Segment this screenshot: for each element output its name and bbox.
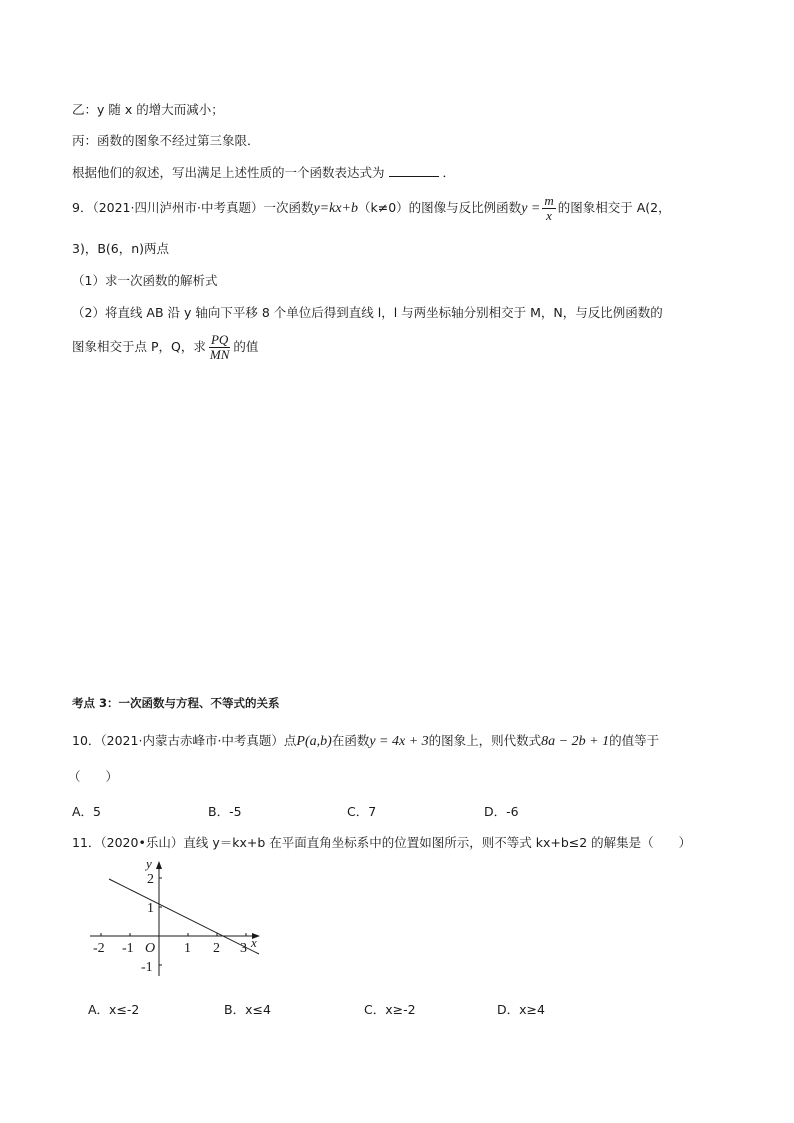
q9-linear-func: y=kx+b [313, 201, 359, 216]
y-tick-2: 2 [147, 872, 154, 887]
q11-choices [88, 1000, 545, 1018]
q9-sub2b-pre: 图象相交于点 P，Q，求 [72, 339, 206, 354]
x-tick-3: 3 [240, 941, 247, 956]
q9-frac-num: m [544, 193, 554, 208]
q10-func: y = 4x + 3 [369, 734, 429, 749]
origin-label: O [145, 941, 156, 956]
x-tick-neg2: -2 [93, 941, 105, 956]
q9-line1 [72, 194, 671, 223]
q9-number: 9．（2021·四川泸州市·中考真题）一次函数 [72, 200, 314, 215]
q9-fraction [542, 194, 555, 223]
prompt-end: ． [442, 165, 456, 180]
answer-blank[interactable] [389, 164, 439, 177]
statement-yi: 乙：y 随 x 的增大而减小； [72, 102, 224, 117]
q9-sub2b-post: 的值 [233, 339, 259, 354]
x-tick-1: 1 [184, 941, 191, 956]
q10-pre: 10．（2021·内蒙古赤峰市·中考真题）点 [72, 733, 297, 748]
q9-line2: 3)，B(6，n)两点 [72, 241, 170, 256]
q9-sub2: （2）将直线 AB 沿 y 轴向下平移 8 个单位后得到直线 l，l 与两坐标轴分别相交于 M，N，与反比例函数的 [72, 305, 663, 320]
fill-blank-prompt [72, 164, 455, 182]
section-heading: 考点 3：一次函数与方程、不等式的关系 [72, 696, 280, 710]
q10-choice-d[interactable]: D．-6 [484, 804, 519, 819]
q10-paren: （ ） [68, 769, 119, 784]
q10-choice-c[interactable]: C．7 [347, 804, 377, 819]
q11-text: 11．（2020•乐山）直线 y＝kx+b 在平面直角坐标系中的位置如图所示，则不等式 kx+b≤2 的解集是（ ） [72, 835, 692, 850]
q10-choice-a[interactable]: A．5 [72, 804, 102, 819]
q10-point: P(a,b) [296, 734, 332, 749]
q11-choice-a[interactable]: A．x≤-2 [88, 1002, 140, 1017]
x-tick-2: 2 [213, 941, 220, 956]
y-tick-1: 1 [147, 901, 154, 916]
q9-sub1: （1）求一次函数的解析式 [72, 273, 218, 288]
q10-mid: 在函数 [331, 733, 370, 748]
statement-bing: 丙：函数的图象不经过第三象限． [72, 133, 260, 148]
q10-choices [72, 802, 519, 820]
q11-choice-c[interactable]: C．x≥-2 [364, 1002, 416, 1017]
q9-ratio-fraction [208, 333, 232, 362]
q11-graph [80, 856, 280, 986]
y-axis-arrow [156, 861, 162, 869]
q10-line1 [72, 732, 659, 751]
q9-ratio-den: MN [209, 347, 230, 362]
q9-frac-den: x [546, 208, 552, 223]
q10-expr: 8a − 2b + 1 [541, 734, 610, 749]
prompt-text: 根据他们的叙述，写出满足上述性质的一个函数表达式为 [72, 165, 385, 180]
q10-post: 的值等于 [609, 733, 660, 748]
q9-y-eq: y = [521, 201, 541, 216]
x-axis-label: x [251, 935, 257, 950]
q11-choice-d[interactable]: D．x≥4 [497, 1002, 545, 1017]
q10-mid2: 的图象上，则代数式 [428, 733, 542, 748]
q10-choice-b[interactable]: B．-5 [208, 804, 242, 819]
y-axis-label: y [146, 856, 152, 871]
q9-ratio-num: PQ [210, 332, 229, 347]
q9-cond: （k≠0）的图像与反比例函数 [358, 200, 522, 215]
x-tick-neg1: -1 [122, 941, 134, 956]
q11-choice-b[interactable]: B．x≤4 [224, 1002, 271, 1017]
q9-sub2b [72, 333, 258, 362]
q9-tail: 的图象相交于 A(2， [557, 200, 671, 215]
y-tick-neg1: -1 [141, 960, 153, 975]
